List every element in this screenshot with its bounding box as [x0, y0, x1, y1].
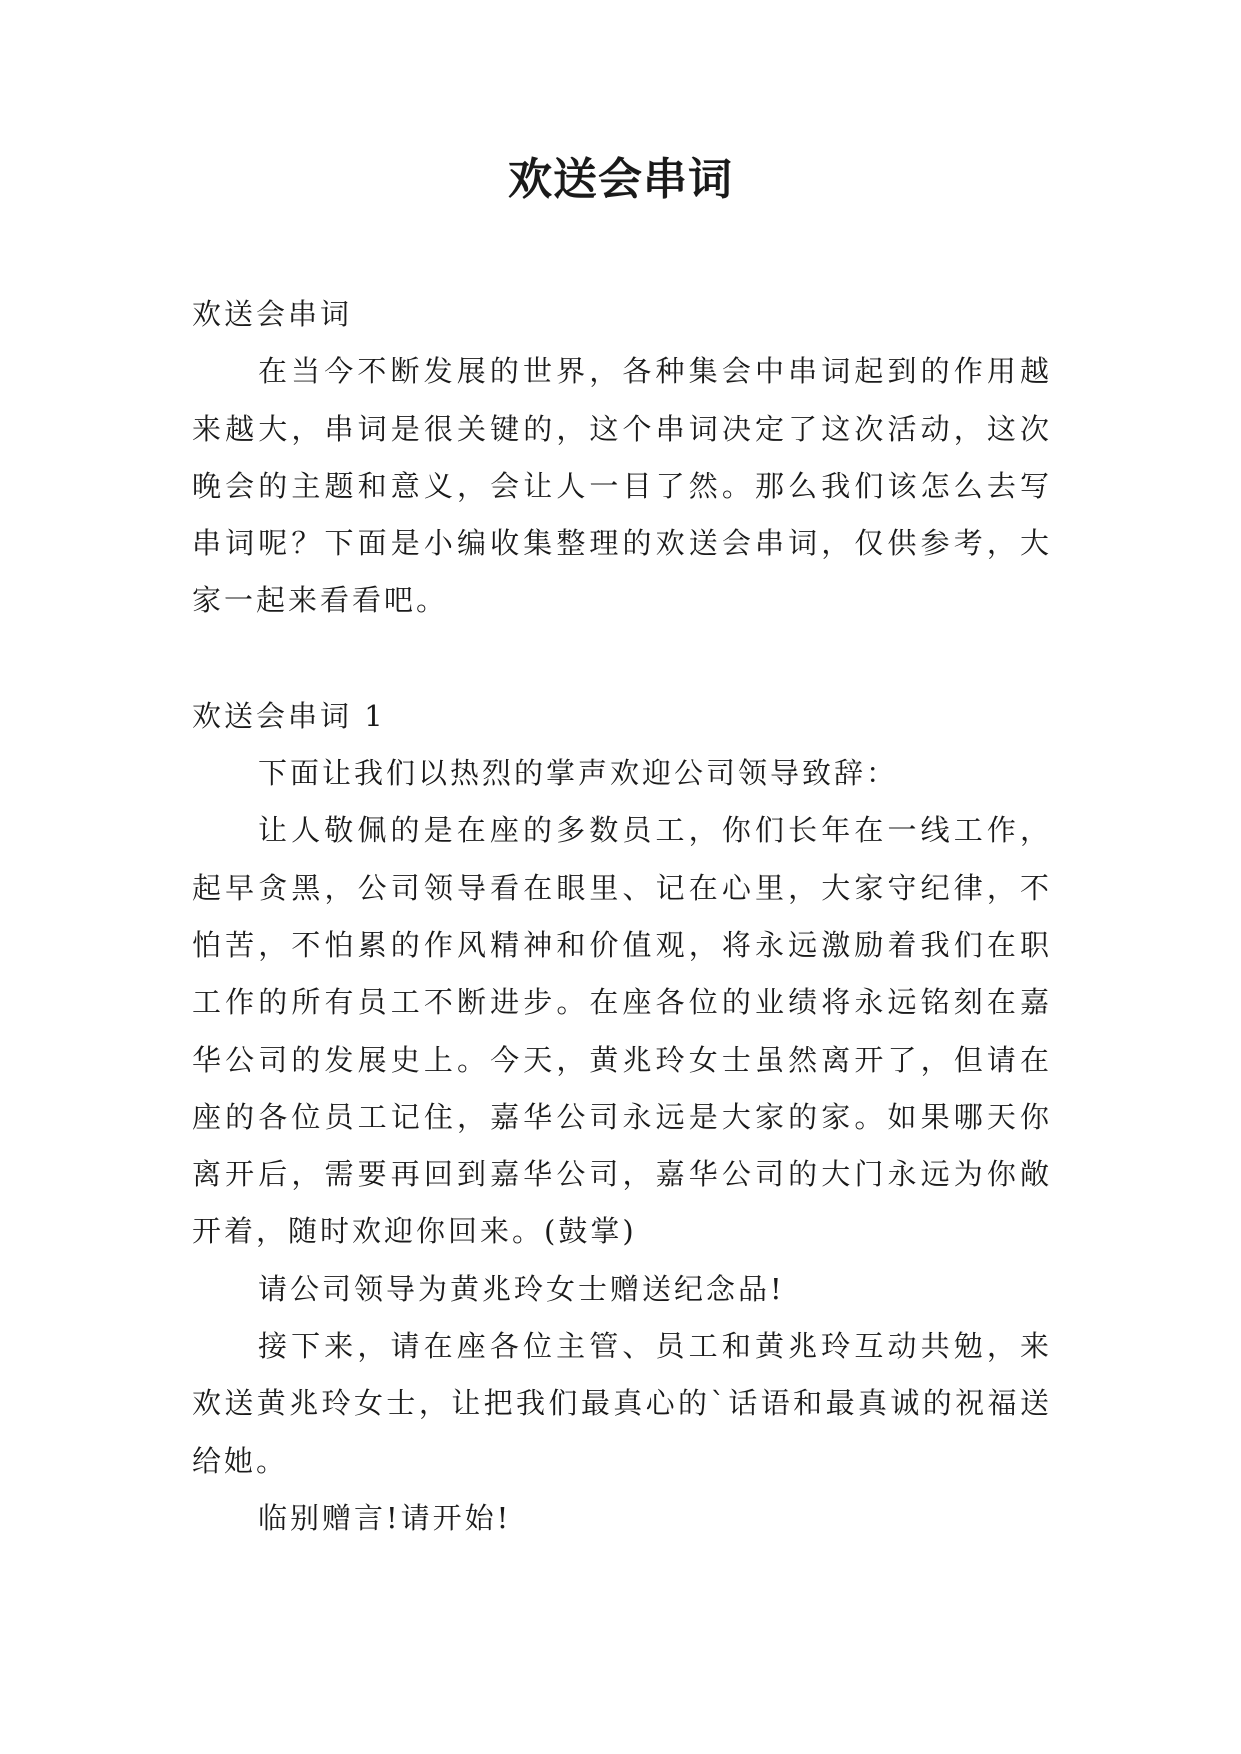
document-body	[192, 286, 1052, 1547]
paragraph: 让人敬佩的是在座的多数员工，你们长年在一线工作，起早贪黑，公司领导看在眼里、记在心里，大家守纪律，不怕苦，不怕累的作风精神和价值观，将永远激励着我们在职工作的所有员工不断进步。在座各位的业绩将永远铭刻在嘉华公司的发展史上。今天，黄兆玲女士虽然离开了，但请在座的各位员工记住，嘉华公司永远是大家的家。如果哪天你离开后，需要再回到嘉华公司，嘉华公司的大门永远为你敞开着，随时欢迎你回来。(鼓掌)	[192, 813, 1052, 1249]
paragraph: 请公司领导为黄兆玲女士赠送纪念品!	[258, 1271, 785, 1306]
paragraph: 临别赠言!请开始!	[258, 1500, 512, 1535]
paragraph: 下面让我们以热烈的掌声欢迎公司领导致辞：	[258, 756, 899, 791]
section-heading: 欢送会串词 1	[192, 698, 386, 733]
paragraph: 接下来，请在座各位主管、员工和黄兆玲互动共勉，来欢送黄兆玲女士，让把我们最真心的`话语和最真诚的祝福送给她。	[192, 1329, 1052, 1478]
section-spacer	[192, 630, 1052, 688]
intro-heading: 欢送会串词	[192, 297, 353, 331]
intro-paragraph: 在当今不断发展的世界，各种集会中串词起到的作用越来越大，串词是很关键的，这个串词决定了这次活动，这次晚会的主题和意义，会让人一目了然。那么我们该怎么去写串词呢？下面是小编收集整理的欢送会串词，仅供参考，大家一起来看看吧。	[192, 354, 1052, 618]
document-title: 欢送会串词	[508, 154, 733, 205]
